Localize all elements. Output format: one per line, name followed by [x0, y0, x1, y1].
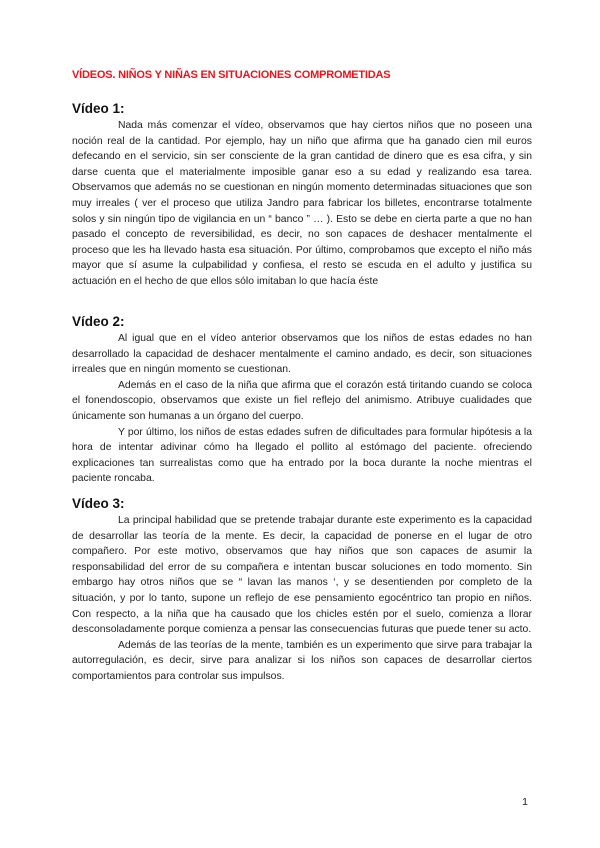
section-video-2: [72, 314, 532, 487]
page-number: 1: [522, 796, 528, 808]
section-paragraph: Nada más comenzar el vídeo, observamos que hay ciertos niños que no poseen una noción real de la cantidad. Por ejemplo, hay un niño que afirma que ha ganado cien mil euros defecando en el servicio, sin ser consciente de la gran cantidad de dinero que es esa cifra, y sin darse cuenta que el materialmente imposible ganar eso a su edad y realizando esa tarea. Observamos que además no se cuestionan en ningún momento determinadas situaciones que son muy irreales ( ver el proceso que utiliza Jandro para fabricar los billetes, encontrarse totalmente solos y sin ningún tipo de vigilancia en un “ banco ” … ). Esto se debe en cierta parte a que no han pasado el concepto de reversibilidad, es decir, no son capaces de deshacer mentalmente el proceso que les ha llevado hasta esa situación. Por último, comprobamos que excepto el niño más mayor que sí asume la culpabilidad y confiesa, el resto se escuda en el adulto y justifica su actuación en el hecho de que ellos sólo imitaban lo que hacía éste: [72, 120, 532, 287]
section-paragraph: La principal habilidad que se pretende trabajar durante este experimento es la capacidad de desarrollar las teoría de la mente. Es decir, la capacidad de ponerse en el lugar de otro compañero. Por este motivo, observamos que hay niños que son capaces de asumir la responsabilidad del error de su compañera e intentan buscar soluciones en todo momento. Sin embargo hay otros niños que se “ lavan las manos ‘, y se desentienden por completo de la situación, y por lo tanto, supone un reflejo de ese pensamiento egocéntrico tan propio en niños. Con respecto, a la niña que ha causado que los chicles estén por el suelo, comienza a llorar desconsoladamente porque comienza a pensar las consecuencias futuras que puede tener su acto.: [72, 515, 532, 636]
section-heading: Vídeo 2:: [72, 314, 125, 329]
section-paragraph: Además en el caso de la niña que afirma que el corazón está tiritando cuando se coloca el fonendoscopio, observamos que existe un fiel reflejo del animismo. Atribuye cualidades que únicamente son humanas a un órgano del cuerpo.: [72, 379, 532, 422]
section-heading: Vídeo 1:: [72, 101, 125, 116]
section-video-3: [72, 496, 532, 685]
section-video-1: [72, 101, 532, 290]
section-paragraph: Y por último, los niños de estas edades sufren de dificultades para formular hipótesis a la hora de intentar adivinar cómo ha llegado el pollito al estómago del paciente. ofreciendo explicaciones tan surrealistas como que ha entrado por la boca durante la noche mientras el paciente roncaba.: [72, 426, 532, 485]
section-paragraph: Además de las teorías de la mente, también es un experimento que sirve para trabajar la autorregulación, es decir, sirve para analizar si los niños son capaces de desarrollar ciertos comportamientos para controlar sus impulsos.: [72, 639, 532, 682]
document-title: VÍDEOS. NIÑOS Y NIÑAS EN SITUACIONES COMPROMETIDAS: [72, 69, 391, 81]
section-paragraph: Al igual que en el vídeo anterior observamos que los niños de estas edades no han desarrollado la capacidad de deshacer mentalmente el camino andado, es decir, son situaciones irreales que en ningún momento se cuestionan.: [72, 333, 532, 376]
section-heading: Vídeo 3:: [72, 496, 125, 511]
